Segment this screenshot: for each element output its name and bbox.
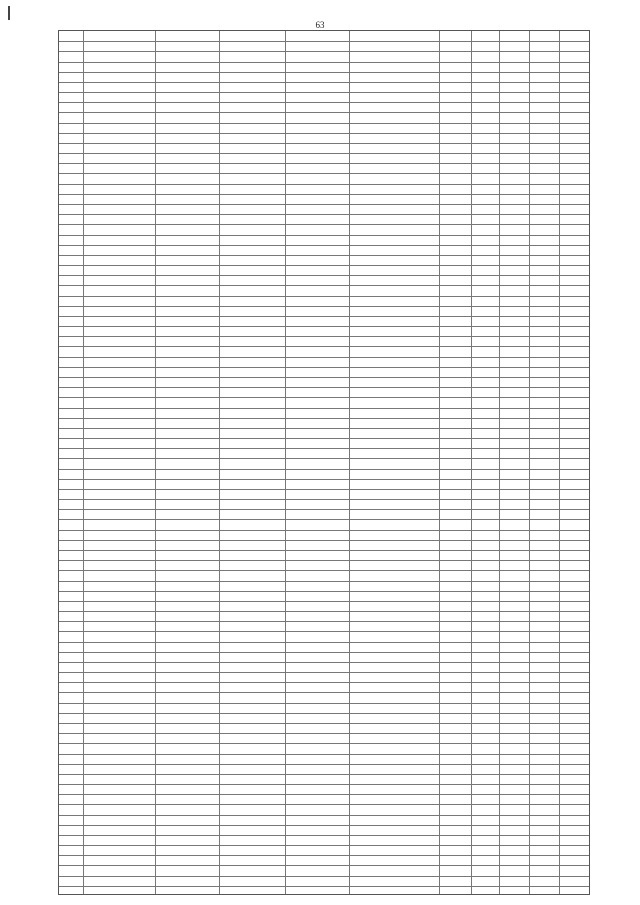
table-row <box>59 102 589 112</box>
table-row <box>59 72 589 82</box>
table-row <box>59 733 589 743</box>
table-row <box>59 591 589 601</box>
table-row <box>59 581 589 591</box>
table-row <box>59 184 589 194</box>
table-row <box>59 794 589 804</box>
table-row <box>59 255 589 265</box>
table-row <box>59 804 589 814</box>
scan-corner-mark <box>8 6 10 20</box>
table-row <box>59 275 589 285</box>
table-row <box>59 754 589 764</box>
table-row <box>59 642 589 652</box>
table-row <box>59 316 589 326</box>
table-row <box>59 82 589 92</box>
table-row <box>59 367 589 377</box>
column-divider <box>471 31 472 894</box>
table-row <box>59 682 589 692</box>
table-row <box>59 876 589 886</box>
table-row <box>59 621 589 631</box>
table-row <box>59 163 589 173</box>
table-row <box>59 62 589 72</box>
page-number: 63 <box>315 20 325 30</box>
table-row <box>59 764 589 774</box>
table-row <box>59 214 589 224</box>
table-row <box>59 865 589 875</box>
table-row <box>59 530 589 540</box>
table-row <box>59 194 589 204</box>
table-row <box>59 173 589 183</box>
column-divider <box>155 31 156 894</box>
table-row <box>59 855 589 865</box>
table-row <box>59 224 589 234</box>
table-row <box>59 397 589 407</box>
table-row <box>59 143 589 153</box>
table-rows <box>59 31 589 894</box>
table-row <box>59 703 589 713</box>
column-divider <box>499 31 500 894</box>
table-row <box>59 41 589 51</box>
table-row <box>59 235 589 245</box>
table-row <box>59 825 589 835</box>
table-row <box>59 815 589 825</box>
table-row <box>59 306 589 316</box>
table-row <box>59 692 589 702</box>
column-divider <box>529 31 530 894</box>
table-row <box>59 357 589 367</box>
table-row <box>59 112 589 122</box>
table-row <box>59 784 589 794</box>
table-row <box>59 886 589 896</box>
table-row <box>59 550 589 560</box>
table-row <box>59 845 589 855</box>
table-row <box>59 611 589 621</box>
table-row <box>59 713 589 723</box>
table-row <box>59 377 589 387</box>
column-divider <box>559 31 560 894</box>
table-row <box>59 51 589 61</box>
table-row <box>59 245 589 255</box>
table-row <box>59 489 589 499</box>
column-divider <box>439 31 440 894</box>
table-row <box>59 469 589 479</box>
table-row <box>59 92 589 102</box>
table-row <box>59 418 589 428</box>
table-row <box>59 204 589 214</box>
column-divider <box>219 31 220 894</box>
table-row <box>59 326 589 336</box>
table-row <box>59 346 589 356</box>
table-row <box>59 133 589 143</box>
column-divider <box>349 31 350 894</box>
table-row <box>59 743 589 753</box>
column-divider <box>83 31 84 894</box>
table-row <box>59 428 589 438</box>
table-row <box>59 438 589 448</box>
table-row <box>59 570 589 580</box>
column-divider <box>285 31 286 894</box>
table-row <box>59 387 589 397</box>
table-row <box>59 519 589 529</box>
table-row <box>59 774 589 784</box>
table-row <box>59 123 589 133</box>
table-row <box>59 408 589 418</box>
table-row <box>59 153 589 163</box>
table-row <box>59 285 589 295</box>
table-row <box>59 479 589 489</box>
table-row <box>59 458 589 468</box>
table-row <box>59 560 589 570</box>
table-row <box>59 265 589 275</box>
table-row <box>59 601 589 611</box>
table-row <box>59 31 589 41</box>
table-row <box>59 509 589 519</box>
table-row <box>59 672 589 682</box>
table-row <box>59 296 589 306</box>
table-row <box>59 662 589 672</box>
table-row <box>59 723 589 733</box>
table-row <box>59 652 589 662</box>
table-row <box>59 540 589 550</box>
table-row <box>59 835 589 845</box>
table-row <box>59 336 589 346</box>
table-row <box>59 631 589 641</box>
table-row <box>59 499 589 509</box>
register-table <box>58 30 590 895</box>
table-row <box>59 448 589 458</box>
